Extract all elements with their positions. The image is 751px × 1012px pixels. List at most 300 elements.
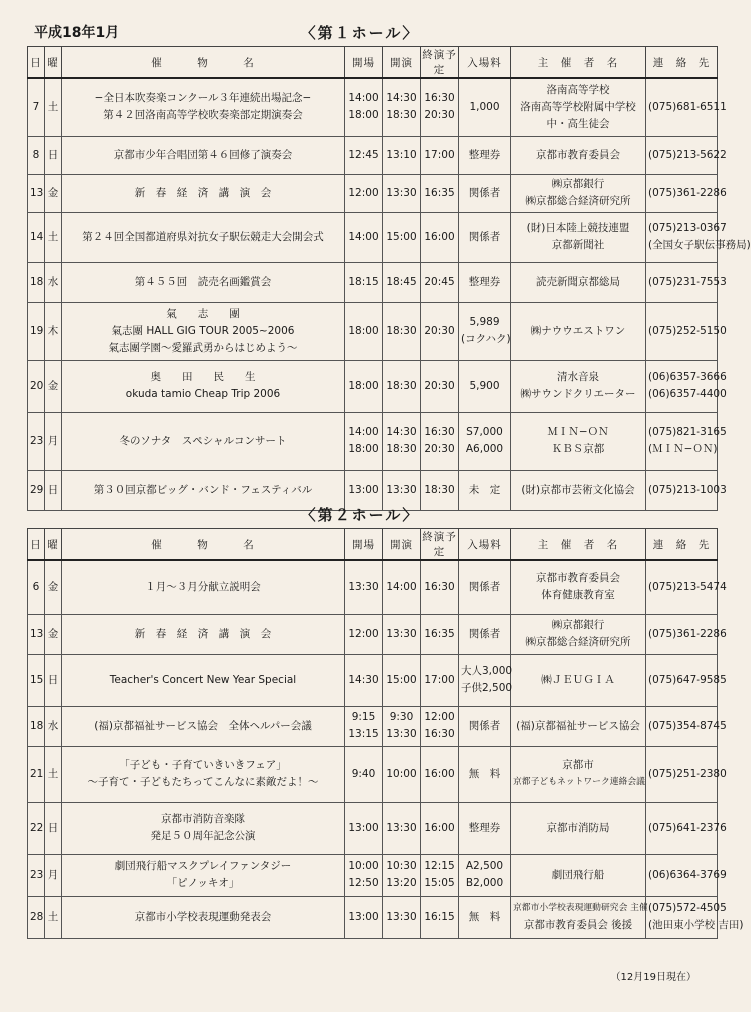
day-header: 日 bbox=[28, 47, 45, 79]
day-cell: 20 bbox=[28, 360, 45, 412]
doors-open-time: 13:00 bbox=[348, 483, 379, 496]
hall1-header-row bbox=[28, 47, 718, 79]
open-header: 開場 bbox=[345, 529, 383, 561]
start-time: 18:30 bbox=[386, 324, 417, 337]
weekday-cell: 日 bbox=[45, 470, 62, 510]
organizer-cell bbox=[511, 654, 646, 706]
contact: (池田東小学校 吉田) bbox=[648, 919, 744, 931]
doors-open-time: 12:45 bbox=[348, 148, 379, 161]
organizer: ＫＢＳ京都 bbox=[551, 443, 605, 455]
day-cell: 13 bbox=[28, 614, 45, 654]
organizer-cell bbox=[511, 706, 646, 746]
event-name: 京都市消防音楽隊 bbox=[161, 813, 245, 825]
weekday-cell: 土 bbox=[45, 746, 62, 802]
day-cell: 7 bbox=[28, 78, 45, 136]
organizer-cell bbox=[511, 302, 646, 360]
day-cell: 13 bbox=[28, 174, 45, 212]
doors-open-time-cell bbox=[345, 706, 383, 746]
day-cell: 15 bbox=[28, 654, 45, 706]
contact: (06)6357-4400 bbox=[648, 388, 727, 400]
start-header: 開演 bbox=[383, 529, 421, 561]
day-header: 日 bbox=[28, 529, 45, 561]
end-time: 20:30 bbox=[424, 443, 455, 455]
schedule-row bbox=[28, 560, 718, 614]
doors-open-time-cell bbox=[345, 654, 383, 706]
end-time: 16:30 bbox=[424, 728, 455, 740]
start-time-cell bbox=[383, 896, 421, 938]
organizer: 京都子どもネットワーク連絡会議 bbox=[513, 777, 645, 787]
doors-open-time: 14:00 bbox=[348, 426, 379, 438]
schedule-row bbox=[28, 174, 718, 212]
event-header: 催 物 名 bbox=[62, 47, 345, 79]
doors-open-time: 18:00 bbox=[348, 379, 379, 392]
end-time-cell bbox=[421, 212, 459, 262]
doors-open-time-cell bbox=[345, 746, 383, 802]
weekday-cell: 金 bbox=[45, 360, 62, 412]
admission-fee-cell bbox=[459, 136, 511, 174]
as-of-date: （12月19日現在） bbox=[610, 972, 696, 983]
end-header: 終演予定 bbox=[421, 529, 459, 561]
end-time: 16:35 bbox=[424, 186, 455, 199]
contact: (075)213-5622 bbox=[648, 148, 727, 161]
organizer: 京都新聞社 bbox=[551, 239, 605, 251]
weekday-cell: 日 bbox=[45, 654, 62, 706]
doors-open-time: 18:15 bbox=[348, 275, 379, 288]
doors-open-time-cell bbox=[345, 174, 383, 212]
contact: (075)251-2380 bbox=[648, 767, 727, 780]
organizer: 洛南高等学校附属中学校 bbox=[520, 100, 636, 113]
start-time: 15:00 bbox=[386, 673, 417, 686]
end-time-cell bbox=[421, 412, 459, 470]
organizer-cell bbox=[511, 174, 646, 212]
admission-fee: 関係者 bbox=[468, 186, 501, 199]
admission-fee-cell bbox=[459, 412, 511, 470]
end-time: 16:00 bbox=[424, 821, 455, 834]
organizer-cell bbox=[511, 412, 646, 470]
day-cell: 23 bbox=[28, 854, 45, 896]
start-time: 18:45 bbox=[386, 275, 417, 288]
contact: (075)231-7553 bbox=[648, 275, 727, 288]
organizer: 京都市教育委員会 bbox=[536, 148, 620, 161]
doors-open-time-cell bbox=[345, 412, 383, 470]
event-name: 第４５５回 読売名画鑑賞会 bbox=[134, 275, 272, 288]
organizer: 清水音泉 bbox=[557, 371, 599, 383]
start-time: 13:30 bbox=[386, 728, 417, 740]
event-name-cell bbox=[62, 560, 345, 614]
start-time-cell bbox=[383, 854, 421, 896]
admission-fee: 5,989 bbox=[469, 316, 500, 328]
schedule-row bbox=[28, 706, 718, 746]
admission-fee: 1,000 bbox=[469, 100, 500, 113]
contact-cell bbox=[646, 302, 727, 360]
event-name: 冬のソナタ スペシャルコンサート bbox=[119, 434, 287, 447]
organizer: ㈱京都銀行 bbox=[551, 619, 605, 631]
organizer: (福)京都福祉サービス協会 bbox=[516, 719, 640, 732]
organizer: 読売新聞京都総局 bbox=[536, 275, 620, 288]
event-name-cell bbox=[62, 136, 345, 174]
start-time-cell bbox=[383, 412, 421, 470]
start-header: 開演 bbox=[383, 47, 421, 79]
organizer-cell bbox=[511, 136, 646, 174]
hall2-schedule-table bbox=[27, 528, 744, 939]
admission-fee: 関係者 bbox=[468, 580, 501, 593]
weekday-cell: 日 bbox=[45, 802, 62, 854]
organizer: 中・高生徒会 bbox=[546, 117, 610, 130]
contact: (06)6357-3666 bbox=[648, 371, 727, 383]
admission-fee-cell bbox=[459, 854, 511, 896]
event-name: 第４２回洛南高等学校吹奏楽部定期演奏会 bbox=[103, 109, 303, 122]
contact-cell bbox=[646, 212, 751, 262]
event-name-cell bbox=[62, 360, 345, 412]
schedule-row bbox=[28, 262, 718, 302]
end-time: 15:05 bbox=[424, 877, 455, 889]
admission-fee: 無 料 bbox=[468, 910, 501, 923]
schedule-row bbox=[28, 212, 718, 262]
event-name: Teacher's Concert New Year Special bbox=[109, 673, 297, 686]
event-name: okuda tamio Cheap Trip 2006 bbox=[125, 388, 281, 400]
weekday-header: 曜 bbox=[45, 47, 62, 79]
organizer-header: 主 催 者 名 bbox=[511, 47, 646, 79]
weekday-cell: 金 bbox=[45, 560, 62, 614]
schedule-row bbox=[28, 802, 718, 854]
end-header: 終演予定 bbox=[421, 47, 459, 79]
organizer: ㈱ＪＥＵＧＩＡ bbox=[541, 673, 615, 686]
day-cell: 8 bbox=[28, 136, 45, 174]
admission-fee: 整理券 bbox=[468, 275, 501, 288]
contact-cell bbox=[646, 896, 744, 938]
admission-fee: 関係者 bbox=[468, 719, 501, 732]
start-time: 13:20 bbox=[386, 877, 417, 889]
hall2-header-row bbox=[28, 529, 718, 561]
admission-fee: B2,000 bbox=[465, 877, 504, 889]
weekday-header: 曜 bbox=[45, 529, 62, 561]
organizer-cell bbox=[511, 614, 646, 654]
day-cell: 14 bbox=[28, 212, 45, 262]
admission-fee: 関係者 bbox=[468, 230, 501, 243]
weekday-cell: 月 bbox=[45, 854, 62, 896]
doors-open-time-cell bbox=[345, 614, 383, 654]
weekday-cell: 月 bbox=[45, 412, 62, 470]
start-time: 13:30 bbox=[386, 483, 417, 496]
event-name: 新 春 経 済 講 演 会 bbox=[134, 186, 272, 199]
start-time-cell bbox=[383, 78, 421, 136]
contact-cell bbox=[646, 654, 727, 706]
schedule-row bbox=[28, 854, 718, 896]
day-cell: 18 bbox=[28, 262, 45, 302]
contact: (075)361-2286 bbox=[648, 627, 727, 640]
end-time: 20:45 bbox=[424, 275, 455, 288]
day-cell: 18 bbox=[28, 706, 45, 746]
organizer-cell bbox=[511, 802, 646, 854]
admission-fee-cell bbox=[459, 174, 511, 212]
doors-open-time: 12:00 bbox=[348, 627, 379, 640]
organizer: (財)京都市芸術文化協会 bbox=[521, 483, 635, 496]
doors-open-time: 18:00 bbox=[348, 109, 379, 122]
event-header: 催 物 名 bbox=[62, 529, 345, 561]
start-time: 13:30 bbox=[386, 186, 417, 199]
start-time: 18:30 bbox=[386, 443, 417, 455]
start-time: 14:30 bbox=[386, 426, 417, 438]
admission-fee: (コクハク) bbox=[461, 333, 511, 345]
start-time: 18:30 bbox=[386, 109, 417, 122]
start-time: 18:30 bbox=[386, 379, 417, 392]
contact: (075)361-2286 bbox=[648, 186, 727, 199]
event-name: −全日本吹奏楽コンクール３年連続出場記念− bbox=[94, 92, 312, 105]
doors-open-time-cell bbox=[345, 802, 383, 854]
organizer: (財)日本陸上競技連盟 bbox=[526, 222, 630, 234]
doors-open-time-cell bbox=[345, 560, 383, 614]
event-name: 氣志團学園～愛羅武勇からはじめよう～ bbox=[108, 341, 298, 354]
event-name: 新 春 経 済 講 演 会 bbox=[134, 627, 272, 640]
event-name-cell bbox=[62, 302, 345, 360]
doors-open-time: 10:00 bbox=[348, 860, 379, 872]
organizer: ㈱京都総合経済研究所 bbox=[525, 195, 631, 207]
contact-cell bbox=[646, 174, 727, 212]
organizer: 京都市 bbox=[562, 759, 594, 771]
admission-fee-cell bbox=[459, 262, 511, 302]
admission-fee-cell bbox=[459, 212, 511, 262]
admission-fee: 未 定 bbox=[468, 483, 501, 496]
weekday-cell: 金 bbox=[45, 614, 62, 654]
organizer: 京都市教育委員会 後援 bbox=[523, 919, 633, 931]
end-time-cell bbox=[421, 302, 459, 360]
organizer: 洛南高等学校 bbox=[546, 83, 610, 96]
doors-open-time-cell bbox=[345, 136, 383, 174]
start-time-cell bbox=[383, 212, 421, 262]
organizer-cell bbox=[511, 262, 646, 302]
event-name-cell bbox=[62, 802, 345, 854]
start-time: 13:30 bbox=[386, 910, 417, 923]
end-time: 17:00 bbox=[424, 673, 455, 686]
weekday-cell: 水 bbox=[45, 262, 62, 302]
doors-open-time-cell bbox=[345, 896, 383, 938]
admission-fee-cell bbox=[459, 706, 511, 746]
contact-cell bbox=[646, 706, 727, 746]
admission-fee-cell bbox=[459, 614, 511, 654]
end-time-cell bbox=[421, 654, 459, 706]
contact: (075)572-4505 bbox=[648, 902, 727, 914]
day-cell: 21 bbox=[28, 746, 45, 802]
start-time-cell bbox=[383, 174, 421, 212]
admission-fee: 子供2,500 bbox=[461, 682, 513, 694]
contact-cell bbox=[646, 560, 727, 614]
end-time-cell bbox=[421, 174, 459, 212]
end-time: 16:30 bbox=[424, 580, 455, 593]
event-name: 氣志團 HALL GIG TOUR 2005~2006 bbox=[111, 324, 295, 337]
contact: (075)647-9585 bbox=[648, 673, 727, 686]
doors-open-time: 14:30 bbox=[348, 673, 379, 686]
end-time: 16:35 bbox=[424, 627, 455, 640]
admission-fee-cell bbox=[459, 746, 511, 802]
admission-fee-cell bbox=[459, 78, 511, 136]
weekday-cell: 日 bbox=[45, 136, 62, 174]
fee-header: 入場料 bbox=[459, 47, 511, 79]
fee-header: 入場料 bbox=[459, 529, 511, 561]
event-name: 第３０回京都ビッグ・バンド・フェスティバル bbox=[93, 483, 313, 496]
contact-cell bbox=[646, 78, 727, 136]
start-time-cell bbox=[383, 614, 421, 654]
event-name: 京都市少年合唱団第４６回修了演奏会 bbox=[113, 148, 293, 161]
event-name-cell bbox=[62, 854, 345, 896]
weekday-cell: 土 bbox=[45, 212, 62, 262]
weekday-cell: 木 bbox=[45, 302, 62, 360]
event-name: １月～３月分献立説明会 bbox=[145, 580, 261, 593]
contact: (06)6364-3769 bbox=[648, 868, 727, 881]
event-name: 発足５０周年記念公演 bbox=[150, 830, 256, 842]
contact-cell bbox=[646, 854, 727, 896]
end-time-cell bbox=[421, 78, 459, 136]
start-time: 13:30 bbox=[386, 627, 417, 640]
start-time: 13:10 bbox=[386, 148, 417, 161]
schedule-row bbox=[28, 746, 718, 802]
doors-open-time-cell bbox=[345, 360, 383, 412]
day-cell: 29 bbox=[28, 470, 45, 510]
event-name-cell bbox=[62, 614, 345, 654]
start-time-cell bbox=[383, 706, 421, 746]
end-time: 12:15 bbox=[424, 860, 455, 872]
doors-open-time-cell bbox=[345, 78, 383, 136]
organizer-cell bbox=[511, 360, 646, 412]
start-time: 15:00 bbox=[386, 230, 417, 243]
day-cell: 6 bbox=[28, 560, 45, 614]
contact-cell bbox=[646, 746, 727, 802]
doors-open-time: 12:00 bbox=[348, 186, 379, 199]
doors-open-time: 13:00 bbox=[348, 910, 379, 923]
start-time-cell bbox=[383, 136, 421, 174]
contact: (075)252-5150 bbox=[648, 324, 727, 337]
contact-cell bbox=[646, 614, 727, 654]
admission-fee-cell bbox=[459, 560, 511, 614]
admission-fee: 関係者 bbox=[468, 627, 501, 640]
schedule-row bbox=[28, 136, 718, 174]
schedule-row bbox=[28, 412, 718, 470]
start-time: 14:00 bbox=[386, 580, 417, 593]
doors-open-time: 9:40 bbox=[351, 767, 376, 780]
contact: (075)213-1003 bbox=[648, 483, 727, 496]
organizer: 京都市消防局 bbox=[546, 821, 610, 834]
contact-cell bbox=[646, 136, 727, 174]
event-name-cell bbox=[62, 78, 345, 136]
admission-fee-cell bbox=[459, 802, 511, 854]
organizer: ＭＩＮ−ＯＮ bbox=[547, 426, 609, 438]
start-time-cell bbox=[383, 262, 421, 302]
contact: (075)354-8745 bbox=[648, 719, 727, 732]
doors-open-time: 12:50 bbox=[348, 877, 379, 889]
organizer: 劇団飛行船 bbox=[551, 868, 605, 881]
start-time: 9:30 bbox=[389, 711, 414, 723]
contact-cell bbox=[646, 802, 727, 854]
organizer-cell bbox=[511, 746, 646, 802]
hall1-schedule-table bbox=[27, 46, 751, 511]
hall2-title: 〈第２ホール〉 bbox=[300, 506, 420, 524]
doors-open-time-cell bbox=[345, 212, 383, 262]
weekday-cell: 水 bbox=[45, 706, 62, 746]
doors-open-time: 13:00 bbox=[348, 821, 379, 834]
weekday-cell: 土 bbox=[45, 896, 62, 938]
event-name: 「ピノッキオ」 bbox=[166, 877, 240, 889]
end-time: 16:30 bbox=[424, 426, 455, 438]
contact: (075)213-0367 bbox=[648, 222, 727, 234]
doors-open-time: 18:00 bbox=[348, 443, 379, 455]
day-cell: 28 bbox=[28, 896, 45, 938]
schedule-row bbox=[28, 78, 718, 136]
end-time: 20:30 bbox=[424, 109, 455, 122]
organizer: ㈱ナウウエストワン bbox=[530, 324, 626, 337]
admission-fee-cell bbox=[459, 654, 511, 706]
end-time-cell bbox=[421, 706, 459, 746]
end-time: 18:30 bbox=[424, 483, 455, 496]
admission-fee: 5,900 bbox=[469, 379, 500, 392]
end-time: 20:30 bbox=[424, 379, 455, 392]
admission-fee: 大人3,000 bbox=[461, 665, 513, 677]
end-time-cell bbox=[421, 360, 459, 412]
schedule-row bbox=[28, 896, 718, 938]
admission-fee: 無 料 bbox=[468, 767, 501, 780]
start-time-cell bbox=[383, 654, 421, 706]
event-name-cell bbox=[62, 706, 345, 746]
event-name: 第２４回全国都道府県対抗女子駅伝競走大会開会式 bbox=[82, 230, 324, 243]
doors-open-time: 14:00 bbox=[348, 92, 379, 105]
end-time-cell bbox=[421, 560, 459, 614]
hall1-title: 〈第１ホール〉 bbox=[300, 24, 420, 42]
event-name-cell bbox=[62, 212, 345, 262]
contact-cell bbox=[646, 412, 727, 470]
contact-header: 連 絡 先 bbox=[646, 529, 718, 561]
event-name: 氣 志 團 bbox=[166, 307, 240, 320]
admission-fee: S7,000 bbox=[466, 426, 503, 438]
end-time-cell bbox=[421, 896, 459, 938]
organizer: 体育健康教育室 bbox=[541, 589, 615, 602]
doors-open-time: 14:00 bbox=[348, 230, 379, 243]
doors-open-time-cell bbox=[345, 262, 383, 302]
organizer: ㈱サウンドクリエーター bbox=[520, 388, 636, 400]
end-time-cell bbox=[421, 854, 459, 896]
end-time-cell bbox=[421, 614, 459, 654]
start-time: 10:00 bbox=[386, 767, 417, 780]
organizer-cell bbox=[511, 212, 646, 262]
contact: (075)681-6511 bbox=[648, 100, 727, 113]
event-name: (福)京都福祉サービス協会 全体ヘルパー会議 bbox=[94, 719, 312, 732]
start-time-cell bbox=[383, 802, 421, 854]
event-name-cell bbox=[62, 896, 345, 938]
admission-fee-cell bbox=[459, 302, 511, 360]
end-time: 12:00 bbox=[424, 711, 455, 723]
start-time-cell bbox=[383, 746, 421, 802]
admission-fee: A6,000 bbox=[465, 443, 504, 455]
end-time: 17:00 bbox=[424, 148, 455, 161]
end-time: 16:15 bbox=[424, 910, 455, 923]
admission-fee-cell bbox=[459, 896, 511, 938]
start-time-cell bbox=[383, 560, 421, 614]
schedule-row bbox=[28, 302, 718, 360]
end-time: 16:30 bbox=[424, 92, 455, 105]
contact: (全国女子駅伝事務局) bbox=[648, 239, 751, 251]
start-time-cell bbox=[383, 302, 421, 360]
start-time: 13:30 bbox=[386, 821, 417, 834]
event-name-cell bbox=[62, 654, 345, 706]
event-name-cell bbox=[62, 262, 345, 302]
day-cell: 22 bbox=[28, 802, 45, 854]
organizer-cell bbox=[511, 78, 646, 136]
schedule-row bbox=[28, 614, 718, 654]
end-time-cell bbox=[421, 802, 459, 854]
weekday-cell: 金 bbox=[45, 174, 62, 212]
organizer: 京都市教育委員会 bbox=[536, 572, 620, 585]
era-date: 平成18年1月 bbox=[34, 25, 120, 41]
end-time: 16:00 bbox=[424, 767, 455, 780]
contact: (075)821-3165 bbox=[648, 426, 727, 438]
admission-fee: A2,500 bbox=[465, 860, 504, 872]
